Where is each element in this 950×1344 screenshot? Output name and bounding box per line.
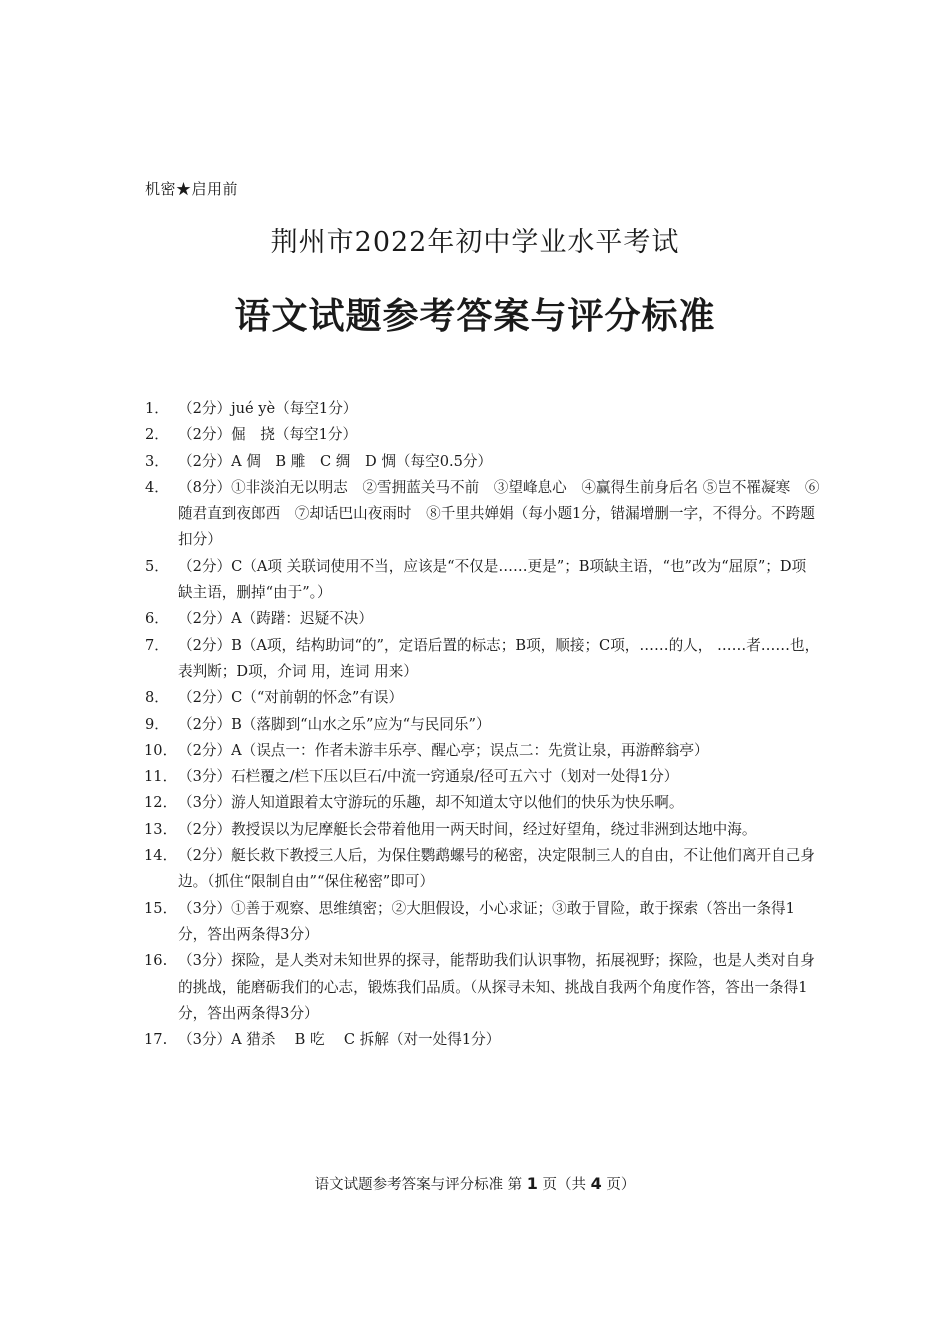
answer-number: 11．: [144, 768, 178, 786]
answer-number: 3．: [145, 452, 169, 470]
confidential-label: 机密★启用前: [145, 180, 239, 198]
answer-text: （2分）C（“对前朝的怀念”有误）: [178, 689, 404, 707]
answer-item: [145, 1027, 820, 1053]
answer-number: 4．: [145, 478, 169, 496]
answer-number: 6．: [145, 610, 169, 628]
footer-middle: 页（共: [542, 1177, 587, 1193]
answer-text: （8分）①非淡泊无以明志 ②雪拥蓝关马不前 ③望峰息心 ④赢得生前身后名 ⑤岂不罹凝寒 ⑥随君直到夜郎西 ⑦却话巴山夜雨时 ⑧千里共婵娟（每小题1分，错漏增删一字，不得分。不跨题扣分）: [178, 478, 820, 549]
answer-item: [145, 817, 820, 843]
answer-item: [145, 712, 820, 738]
answer-number: 12．: [144, 794, 178, 812]
answer-item: [145, 422, 820, 448]
answer-text: （2分）艇长救下教授三人后，为保住鹦鹉螺号的秘密，决定限制三人的自由，不让他们离开自己身边。（抓住“限制自由”“保住秘密”即可）: [178, 847, 815, 891]
answer-item: [145, 396, 820, 422]
answer-text: （3分）游人知道跟着太守游玩的乐趣，却不知道太守以他们的快乐为快乐啊。: [178, 794, 684, 812]
answer-text: （2分）C（A项 关联词使用不当，应该是“不仅是……更是”；B项缺主语，“也”改为“屈原”；D项缺主语，删掉“由于”。）: [178, 557, 807, 602]
answer-number: 5．: [145, 557, 169, 575]
answer-item: [145, 554, 820, 607]
answer-item: [145, 633, 820, 686]
answer-number: 1．: [145, 400, 169, 417]
answer-text: （2分）A 倜 B 雕 C 绸 D 惆（每空0.5分）: [178, 452, 493, 470]
answer-number: 14．: [144, 847, 178, 865]
answer-text: （2分）教授误以为尼摩艇长会带着他用一两天时间，经过好望角，绕过非洲到达地中海。: [178, 820, 757, 838]
answer-text: （3分）A 猎杀 B 吃 C 拆解（对一处得1分）: [178, 1031, 501, 1049]
answer-number: 8．: [145, 689, 169, 707]
answer-item: [145, 948, 820, 1027]
answer-number: 13．: [144, 820, 178, 838]
answer-item: [145, 764, 820, 790]
answer-item: [145, 790, 820, 816]
answer-text: （2分）B（A项，结构助词“的”，定语后置的标志；B项，顺接；C项，……的人， ……者……也，表判断；D项，介词 用，连词 用来）: [178, 636, 820, 680]
answer-item: [145, 475, 820, 554]
answer-item: [145, 738, 820, 764]
exam-title: 荆州市2022年初中学业水平考试: [270, 227, 680, 258]
answer-item: [145, 896, 820, 949]
answer-item: [145, 843, 820, 896]
footer-prefix: 语文试题参考答案与评分标准 第: [314, 1177, 523, 1193]
page-footer: [0, 1173, 950, 1194]
answer-text: （2分）倔 挠（每空1分）: [178, 426, 358, 444]
answer-number: 7．: [145, 636, 169, 654]
answer-number: 17.: [144, 1031, 168, 1049]
answer-number: 9．: [145, 715, 169, 733]
answer-text: （3分）①善于观察、思维缜密；②大胆假设，小心求证；③敢于冒险，敢于探索（答出一条得1分，答出两条得3分）: [178, 899, 795, 943]
answer-text: （2分）A（踌躇：迟疑不决）: [178, 610, 373, 628]
footer-suffix: 页）: [606, 1177, 636, 1193]
answer-item: [145, 606, 820, 632]
answer-text: （3分）石栏覆之/栏下压以巨石/中流一窍通泉/径可五六寸（划对一处得1分）: [178, 768, 679, 786]
footer-total-pages: 4: [590, 1174, 602, 1193]
answer-number: 16.: [144, 952, 168, 970]
answer-number: 2．: [145, 426, 169, 444]
answer-text: （2分）B（落脚到“山水之乐”应为“与民同乐”）: [178, 715, 491, 733]
document-title: 语文试题参考答案与评分标准: [234, 296, 716, 337]
answer-list: [145, 396, 820, 1053]
answer-text: （2分）jué yè（每空1分）: [178, 400, 358, 417]
answer-number: 10．: [144, 741, 178, 759]
answer-text: （2分）A（误点一：作者未游丰乐亭、醒心亭；误点二：先赏让泉，再游醉翁亭）: [178, 741, 709, 759]
answer-number: 15．: [144, 899, 178, 917]
answer-item: [145, 685, 820, 711]
footer-page-number: 1: [526, 1174, 538, 1193]
answer-text: （3分）探险，是人类对未知世界的探寻，能帮助我们认识事物，拓展视野；探险，也是人类对自身的挑战，能磨砺我们的心志，锻炼我们品质。（从探寻未知、挑战自我两个角度作答，答出一条得1分，答出两条得3分）: [178, 952, 815, 1022]
answer-item: [145, 449, 820, 475]
